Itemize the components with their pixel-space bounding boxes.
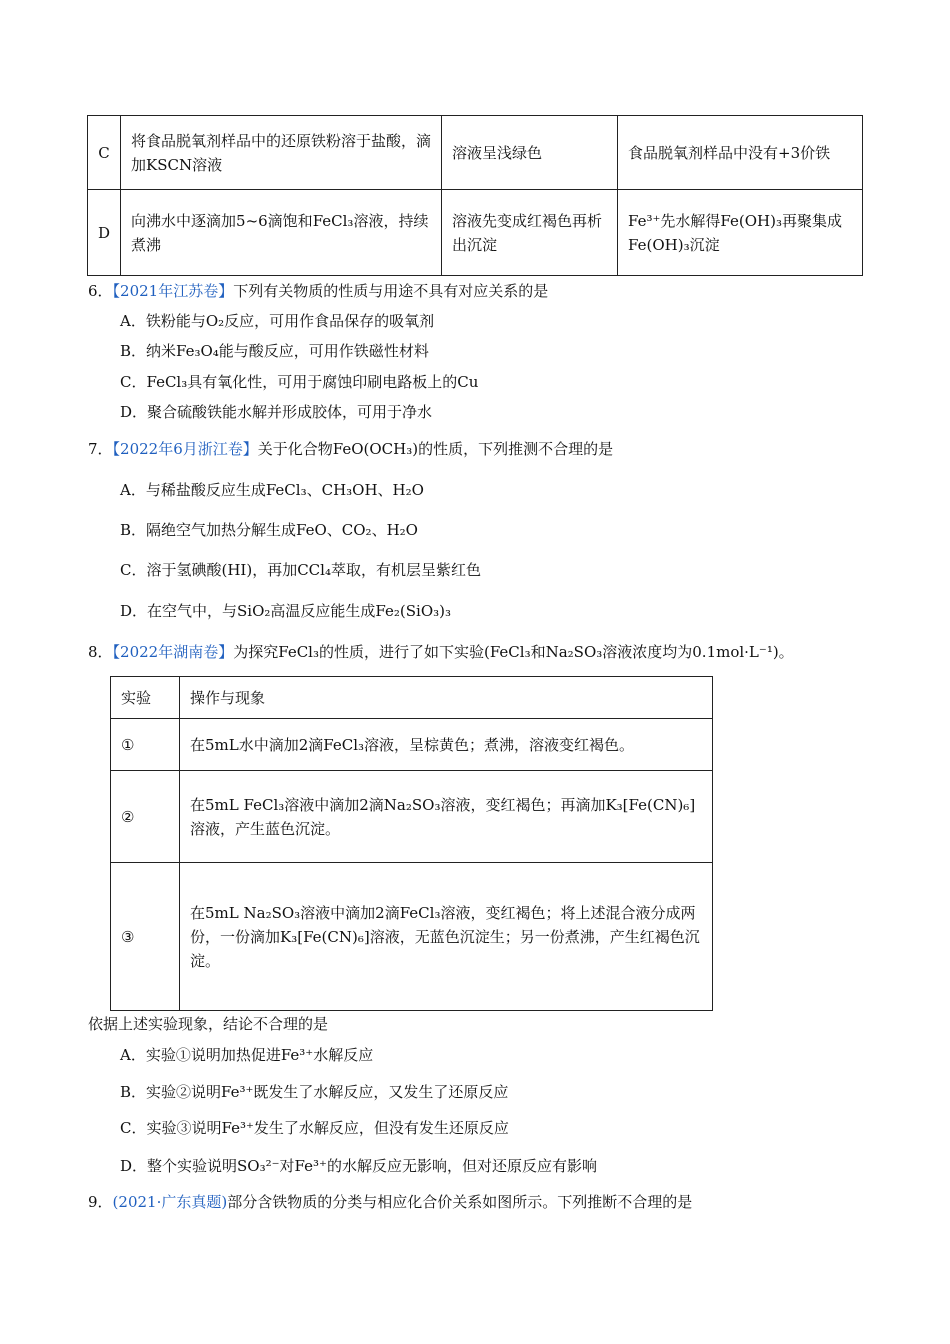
table-row: [88, 116, 863, 190]
question-8: [88, 641, 794, 663]
option-c: C．FeCl₃具有氧化性，可用于腐蚀印刷电路板上的Cu: [120, 373, 479, 391]
phenomenon-cell: 溶液呈浅绿色: [442, 116, 618, 190]
question-number: 6．: [88, 282, 113, 300]
table-row: [111, 771, 713, 863]
option-a: A．与稀盐酸反应生成FeCl₃、CH₃OH、H₂O: [120, 481, 424, 499]
question-number: 7．: [88, 440, 113, 458]
question-lead: 依据上述实验现象，结论不合理的是: [88, 1015, 329, 1033]
option-b: B．纳米Fe₃O₄能与酸反应，可用作铁磁性材料: [120, 342, 429, 360]
option-c: C．实验③说明Fe³⁺发生了水解反应，但没有发生还原反应: [120, 1119, 509, 1137]
phenomenon-cell: 溶液先变成红褐色再析出沉淀: [442, 190, 618, 276]
column-header: 实验: [111, 677, 180, 719]
conclusion-cell: Fe³⁺先水解得Fe(OH)₃再聚集成Fe(OH)₃沉淀: [618, 190, 863, 276]
option-d: D．聚合硫酸铁能水解并形成胶体，可用于净水: [120, 403, 433, 421]
option-a: A．铁粉能与O₂反应，可用作食品保存的吸氧剂: [120, 312, 435, 330]
option-a: A．实验①说明加热促进Fe³⁺水解反应: [120, 1046, 374, 1064]
question-source: 【2022年湖南卷】: [112, 643, 234, 661]
operation-cell: 向沸水中逐滴加5~6滴饱和FeCl₃溶液，持续煮沸: [121, 190, 442, 276]
question-stem: 关于化合物FeO(OCH₃)的性质，下列推测不合理的是: [257, 440, 614, 458]
experiment-id: ①: [111, 719, 180, 771]
option-d: D．在空气中，与SiO₂高温反应能生成Fe₂(SiO₃)₃: [120, 602, 451, 620]
experiment-id: ②: [111, 771, 180, 863]
row-letter: C: [88, 116, 121, 190]
option-b: B．实验②说明Fe³⁺既发生了水解反应，又发生了还原反应: [120, 1083, 509, 1101]
option-b: B．隔绝空气加热分解生成FeO、CO₂、H₂O: [120, 521, 418, 539]
experiment-text: 在5mL Na₂SO₃溶液中滴加2滴FeCl₃溶液，变红褐色；将上述混合液分成两份，一份滴加K₃[Fe(CN)₆]溶液，无蓝色沉淀生；另一份煮沸，产生红褐色沉淀。: [180, 863, 713, 1011]
table-header-row: [111, 677, 713, 719]
option-c: C．溶于氢碘酸(HI)，再加CCl₄萃取，有机层呈紫红色: [120, 561, 481, 579]
experiment-text: 在5mL FeCl₃溶液中滴加2滴Na₂SO₃溶液，变红褐色；再滴加K₃[Fe(CN)₆]溶液，产生蓝色沉淀。: [180, 771, 713, 863]
question-6: [88, 280, 548, 302]
question-source: (2021·广东真题): [112, 1193, 228, 1211]
option-d: D．整个实验说明SO₃²⁻对Fe³⁺的水解反应无影响，但对还原反应有影响: [120, 1157, 597, 1175]
experiment-id: ③: [111, 863, 180, 1011]
experiment-table: [110, 676, 713, 1011]
question-source: 【2022年6月浙江卷】: [112, 440, 258, 458]
question-number: 8．: [88, 643, 113, 661]
question-number: 9．: [88, 1193, 113, 1211]
table-row: [111, 719, 713, 771]
experiment-text: 在5mL水中滴加2滴FeCl₃溶液，呈棕黄色；煮沸，溶液变红褐色。: [180, 719, 713, 771]
table-row: [88, 190, 863, 276]
question-stem: 为探究FeCl₃的性质，进行了如下实验(FeCl₃和Na₂SO₃溶液浓度均为0.1mol·L⁻¹)。: [233, 643, 794, 661]
question-stem: 部分含铁物质的分类与相应化合价关系如图所示。下列推断不合理的是: [227, 1193, 693, 1211]
conclusion-cell: 食品脱氧剂样品中没有+3价铁: [618, 116, 863, 190]
comparison-table: [87, 115, 863, 276]
column-header: 操作与现象: [180, 677, 713, 719]
question-9: [88, 1191, 692, 1213]
question-7: [88, 438, 613, 460]
question-stem: 下列有关物质的性质与用途不具有对应关系的是: [233, 282, 549, 300]
operation-cell: 将食品脱氧剂样品中的还原铁粉溶于盐酸，滴加KSCN溶液: [121, 116, 442, 190]
question-source: 【2021年江苏卷】: [112, 282, 234, 300]
table-row: [111, 863, 713, 1011]
row-letter: D: [88, 190, 121, 276]
